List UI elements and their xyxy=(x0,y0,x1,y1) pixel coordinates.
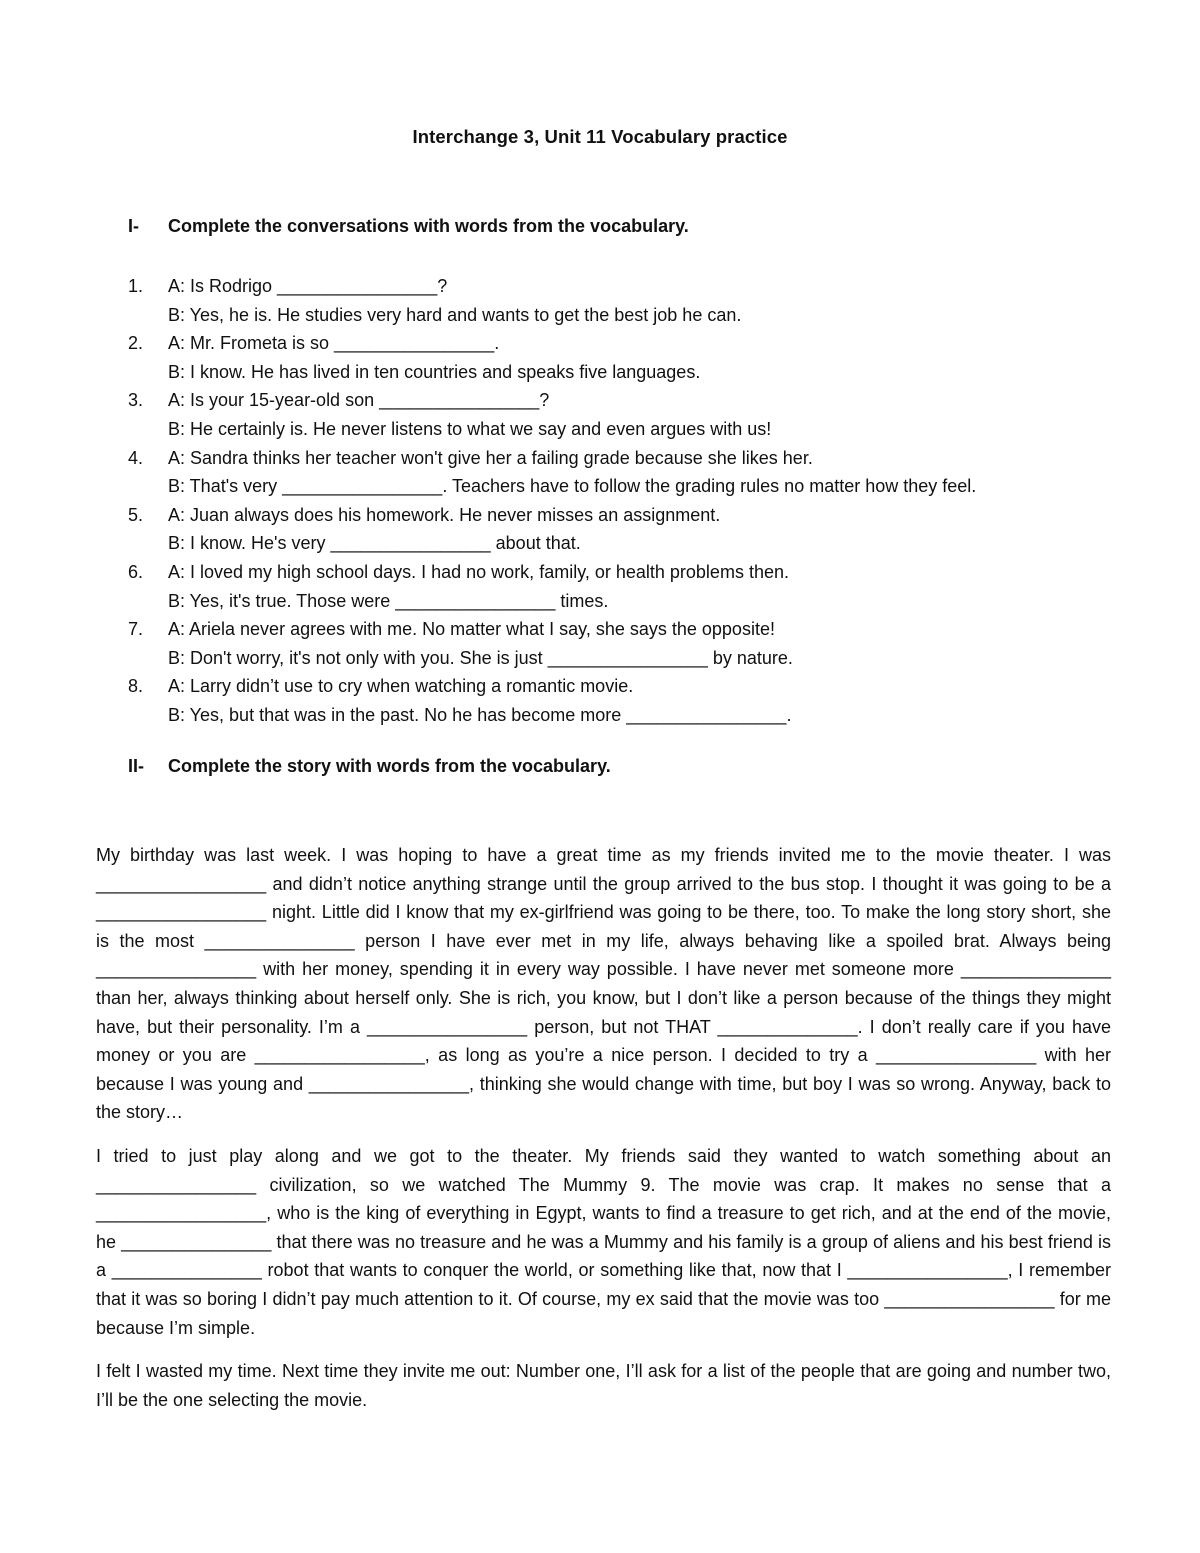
speaker-a-line: A: Ariela never agrees with me. No matter what I say, she says the opposite! xyxy=(168,619,775,640)
item-number: 4. xyxy=(128,447,144,468)
story-text xyxy=(96,841,1111,1429)
item-number: 3. xyxy=(128,390,144,411)
conversation-item xyxy=(128,272,1108,329)
speaker-b-line: B: I know. He has lived in ten countries and speaks five languages. xyxy=(168,361,701,382)
speaker-b-line: B: That's very ________________. Teachers have to follow the grading rules no matter how they feel. xyxy=(168,476,977,497)
conversation-item xyxy=(128,501,1108,558)
section-2-instruction: Complete the story with words from the vocabulary. xyxy=(168,756,611,776)
speaker-b-line: B: Don't worry, it's not only with you. She is just ________________ by nature. xyxy=(168,647,793,668)
item-number: 5. xyxy=(128,504,144,525)
section-1-instruction: Complete the conversations with words from the vocabulary. xyxy=(168,216,689,236)
conversation-item xyxy=(128,558,1108,615)
story-paragraph: My birthday was last week. I was hoping to have a great time as my friends invited me to the movie theater. I was _________________ and didn’t notice anything strange until the group arrived to the bus stop. I thought it was going to be a _________________ night. Little did I know that my ex-girlfriend was going to be there, too. To make the long story short, she is the most _______________ person I have ever met in my life, always behaving like a spoiled brat. Always being ________________ with her money, spending it in every way possible. I have never met someone more _______________ than her, always thinking about herself only. She is rich, you know, but I don’t like a person because of the things they might have, but their personality. I’m a ________________ person, but not THAT ______________. I don’t really care if you have money or you are _________________, as long as you’re a nice person. I decided to try a ________________ with her because I was young and ________________, thinking she would change with time, but boy I was so wrong. Anyway, back to the story… xyxy=(96,845,1111,1123)
conversation-item xyxy=(128,329,1108,386)
section-1-heading xyxy=(128,216,689,237)
speaker-a-line: A: Is Rodrigo ________________? xyxy=(168,276,448,296)
speaker-a-line: A: I loved my high school days. I had no work, family, or health problems then. xyxy=(168,561,789,582)
speaker-a-line: A: Juan always does his homework. He never misses an assignment. xyxy=(168,504,721,525)
speaker-a-line: A: Mr. Frometa is so ________________. xyxy=(168,333,500,354)
conversation-list xyxy=(128,272,1108,730)
speaker-b-line: B: He certainly is. He never listens to what we say and even argues with us! xyxy=(168,418,772,439)
conversation-item xyxy=(128,672,1108,729)
speaker-b-line: B: I know. He's very ________________ about that. xyxy=(168,533,581,554)
conversation-item xyxy=(128,615,1108,672)
section-1-number: I- xyxy=(128,216,139,236)
speaker-a-line: A: Is your 15-year-old son ________________? xyxy=(168,390,550,411)
speaker-b-line: B: Yes, he is. He studies very hard and wants to get the best job he can. xyxy=(168,304,742,325)
page-title: Interchange 3, Unit 11 Vocabulary practice xyxy=(412,126,788,147)
conversation-item xyxy=(128,386,1108,443)
speaker-b-line: B: Yes, it's true. Those were ________________ times. xyxy=(168,590,609,611)
item-number: 6. xyxy=(128,561,144,582)
item-number: 8. xyxy=(128,676,144,697)
section-2-heading xyxy=(128,756,611,777)
speaker-a-line: A: Sandra thinks her teacher won't give her a failing grade because she likes her. xyxy=(168,447,813,468)
story-paragraph: I tried to just play along and we got to the theater. My friends said they wanted to watch something about an ________________ civilization, so we watched The Mummy 9. The movie was crap. It makes no sense that a _________________, who is the king of everything in Egypt, wants to find a treasure to get rich, and at the end of the movie, he _______________ that there was no treasure and he was a Mummy and his family is a group of aliens and his best friend is a _______________ robot that wants to conquer the world, or something like that, now that I ________________, I remember that it was so boring I didn’t pay much attention to it. Of course, my ex said that the movie was too _________________ for me because I’m simple. xyxy=(96,1145,1111,1338)
item-number: 7. xyxy=(128,619,144,640)
section-2-number: II- xyxy=(128,756,144,776)
speaker-a-line: A: Larry didn’t use to cry when watching a romantic movie. xyxy=(168,676,634,697)
story-paragraph: I felt I wasted my time. Next time they invite me out: Number one, I’ll ask for a list of the people that are going and number two, I’ll be the one selecting the movie. xyxy=(96,1361,1111,1410)
speaker-b-line: B: Yes, but that was in the past. No he has become more ________________. xyxy=(168,704,792,725)
item-number: 2. xyxy=(128,333,144,354)
conversation-item xyxy=(128,444,1108,501)
item-number: 1. xyxy=(128,276,144,296)
